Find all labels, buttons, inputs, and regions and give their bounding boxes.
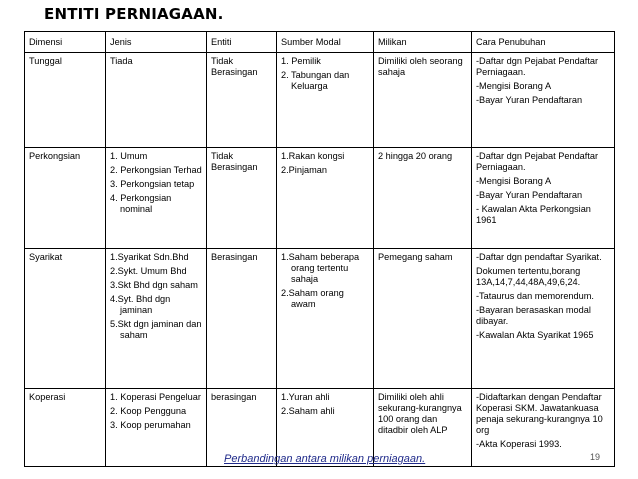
cara-item: -Tataurus dan memorendum.: [476, 291, 594, 301]
jenis-item: 4.Syt. Bhd dgn jaminan: [110, 294, 171, 315]
sumber-item: 2.Pinjaman: [281, 165, 327, 175]
cell-entiti: Berasingan: [207, 249, 277, 389]
cara-item: -Kawalan Akta Syarikat 1965: [476, 330, 594, 340]
cell-sumber-modal: [277, 148, 374, 249]
sumber-item: 2.Saham ahli: [281, 406, 335, 416]
header-cell-jenis: Jenis: [106, 32, 207, 53]
cell-dimensi: Perkongsian: [25, 148, 106, 249]
page-number: 19: [590, 452, 601, 462]
cell-milikan: 2 hingga 20 orang: [374, 148, 472, 249]
cell-entiti: berasingan: [207, 389, 277, 467]
cara-item: -Daftar dgn pendaftar Syarikat.: [476, 252, 602, 262]
jenis-item: 2. Perkongsian Terhad: [110, 165, 202, 175]
jenis-item: 1. Umum: [110, 151, 148, 161]
header-cell-dimensi: Dimensi: [25, 32, 106, 53]
comparison-table: [24, 31, 615, 467]
jenis-item: Tiada: [110, 56, 133, 66]
sumber-item: 2.Saham orang awam: [281, 288, 344, 309]
cell-jenis: [106, 389, 207, 467]
cell-milikan: Dimiliki oleh ahli sekurang-kurangnya 100 orang dan ditadbir oleh ALP: [374, 389, 472, 467]
jenis-item: 4. Perkongsian nominal: [110, 193, 172, 214]
cara-item: -Mengisi Borang A: [476, 81, 552, 91]
jenis-item: 2. Koop Pengguna: [110, 406, 187, 416]
table-row: [25, 53, 615, 148]
table-header-row: [25, 32, 615, 53]
cell-dimensi: Koperasi: [25, 389, 106, 467]
cell-cara-penubuhan: [472, 249, 615, 389]
jenis-item: 3. Koop perumahan: [110, 420, 191, 430]
cara-item: -Akta Koperasi 1993.: [476, 439, 562, 449]
cell-jenis: [106, 53, 207, 148]
cell-jenis: [106, 148, 207, 249]
cell-jenis: [106, 249, 207, 389]
jenis-item: 1.Syarikat Sdn.Bhd: [110, 252, 189, 262]
jenis-item: 3. Perkongsian tetap: [110, 179, 195, 189]
page-title: ENTITI PERNIAGAAN.: [44, 5, 224, 23]
table-row: [25, 148, 615, 249]
jenis-item: 1. Koperasi Pengeluar: [110, 392, 201, 402]
header-cell-sumber-modal: Sumber Modal: [277, 32, 374, 53]
cara-item: Dokumen tertentu,borang 13A,14,7,44,48A,49,6,24.: [476, 266, 581, 287]
cell-entiti: Tidak Berasingan: [207, 148, 277, 249]
sumber-item: 1.Rakan kongsi: [281, 151, 345, 161]
cell-milikan: Dimiliki oleh seorang sahaja: [374, 53, 472, 148]
cara-item: -Mengisi Borang A: [476, 176, 552, 186]
cell-milikan: Pemegang saham: [374, 249, 472, 389]
header-cell-entiti: Entiti: [207, 32, 277, 53]
jenis-item: 2.Sykt. Umum Bhd: [110, 266, 187, 276]
cell-sumber-modal: [277, 53, 374, 148]
cell-cara-penubuhan: [472, 53, 615, 148]
cara-item: -Bayar Yuran Pendaftaran: [476, 190, 583, 200]
table-body: [25, 32, 615, 467]
header-cell-milikan: Milikan: [374, 32, 472, 53]
sumber-item: 1.Yuran ahli: [281, 392, 330, 402]
cara-item: -Daftar dgn Pejabat Pendaftar Perniagaan.: [476, 151, 599, 172]
table-caption: Perbandingan antara milikan perniagaan.: [224, 453, 426, 465]
cara-item: -Didaftarkan dengan Pendaftar Koperasi SKM. Jawatankuasa penaja sekurang-kurangnya 10 org: [476, 392, 603, 435]
sumber-item: 2. Tabungan dan Keluarga: [281, 70, 350, 91]
header-cell-cara-penubuhan: Cara Penubuhan: [472, 32, 615, 53]
sumber-item: 1. Pemilik: [281, 56, 321, 66]
cara-item: -Daftar dgn Pejabat Pendaftar Perniagaan.: [476, 56, 599, 77]
table-row: [25, 249, 615, 389]
jenis-item: 5.Skt dgn jaminan dan saham: [110, 319, 202, 340]
cell-sumber-modal: [277, 249, 374, 389]
jenis-item: 3.Skt Bhd dgn saham: [110, 280, 198, 290]
sumber-item: 1.Saham beberapa orang tertentu sahaja: [281, 252, 360, 284]
cara-item: - Kawalan Akta Perkongsian 1961: [476, 204, 591, 225]
cara-item: -Bayaran berasaskan modal dibayar.: [476, 305, 591, 326]
cell-entiti: Tidak Berasingan: [207, 53, 277, 148]
cell-cara-penubuhan: [472, 148, 615, 249]
cell-dimensi: Tunggal: [25, 53, 106, 148]
cara-item: -Bayar Yuran Pendaftaran: [476, 95, 583, 105]
cell-dimensi: Syarikat: [25, 249, 106, 389]
